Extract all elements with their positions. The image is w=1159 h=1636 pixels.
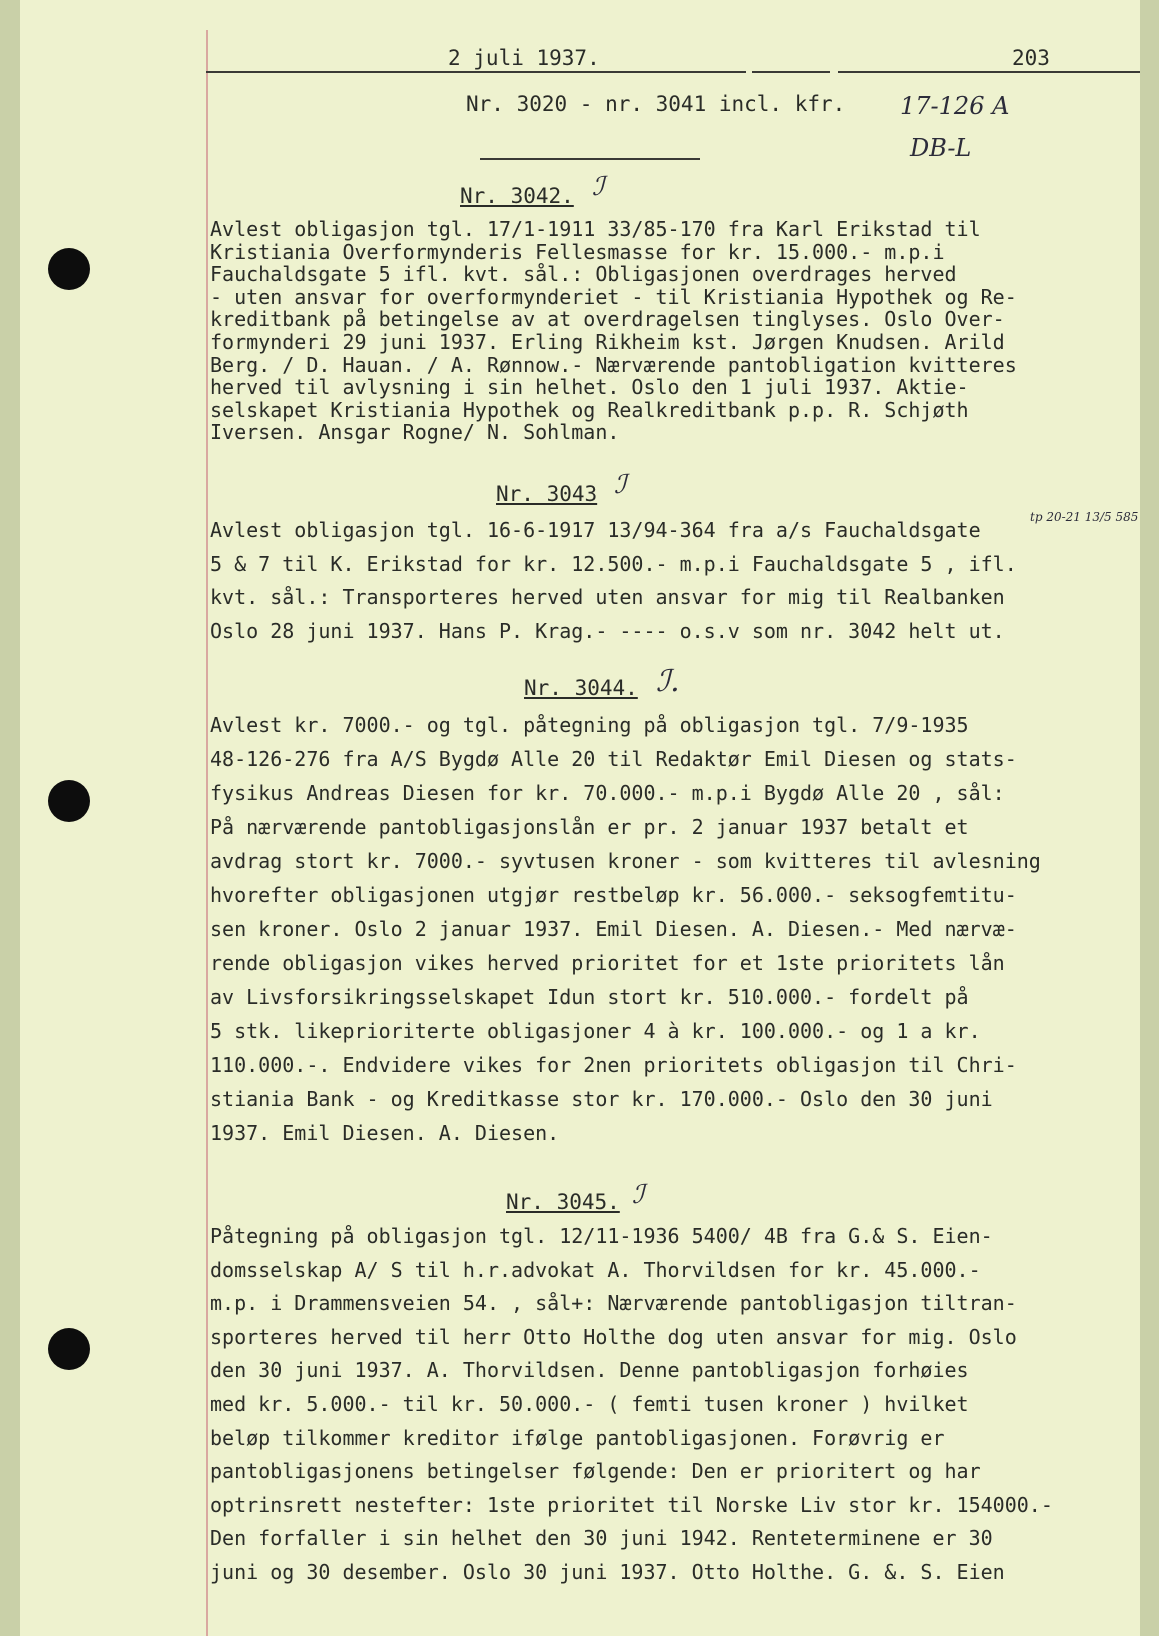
entry-line: Påtegning på obligasjon tgl. 12/11-1936 5400/ 4B fra G.& S. Eien- (210, 1224, 993, 1248)
entry-body-3042 (210, 218, 1140, 444)
entry-mark-3042: ℐ (592, 172, 605, 202)
entry-line: den 30 juni 1937. A. Thorvildsen. Denne pantobligasjon forhøies (210, 1358, 969, 1383)
entry-line: fysikus Andreas Diesen for kr. 70.000.- m.p.i Bygdø Alle 20 , sål: (210, 781, 1005, 805)
entry-body-3045 (210, 1220, 1140, 1590)
entry-line: kreditbank på betingelse av at overdragelsen tinglyses. Oslo Over- (210, 307, 1005, 332)
entry-line: Oslo 28 juni 1937. Hans P. Krag.- ---- o.s.v som nr. 3042 helt ut. (210, 618, 1005, 643)
entry-body-3043 (210, 514, 1140, 648)
header-rule-left (206, 71, 746, 73)
entry-line: avdrag stort kr. 7000.- syvtusen kroner - som kvitteres til avlesning (210, 849, 1041, 873)
entry-line: 5 stk. likeprioriterte obligasjoner 4 à kr. 100.000.- og 1 a kr. (210, 1019, 981, 1043)
side-note-3043: tp 20-21 13/5 585 (1030, 510, 1139, 524)
entry-line: domsselskap A/ S til h.r.advokat A. Thorvildsen for kr. 45.000.- (210, 1257, 981, 1282)
header-date: 2 juli 1937. (448, 46, 600, 70)
entry-line: m.p. i Drammensveien 54. , sål+: Nærværende pantobligasjon tiltran- (210, 1291, 1017, 1316)
entry-line: kvt. sål.: Transporteres herved uten ansvar for mig til Realbanken (210, 585, 1005, 609)
entry-line: 110.000.-. Endvidere vikes for 2nen prioritets obligasjon til Chri- (210, 1053, 1017, 1077)
margin-rule (206, 30, 208, 1636)
entry-line: selskapet Kristiania Hypothek og Realkreditbank p.p. R. Schjøth (210, 397, 969, 422)
entry-mark-3045: ℐ (632, 1180, 645, 1210)
entry-number-3043: Nr. 3043 (496, 482, 598, 506)
entry-line: hvorefter obligasjonen utgjør restbeløp kr. 56.000.- seksogfemtitu- (210, 883, 1017, 907)
entry-range: Nr. 3020 - nr. 3041 incl. kfr. (466, 92, 846, 116)
entry-line: 1937. Emil Diesen. A. Diesen. (210, 1121, 560, 1145)
entry-line: optrinsrett nestefter: 1ste prioritet til Norske Liv stor kr. 154000.- (210, 1492, 1053, 1517)
punch-hole-bottom (48, 1328, 90, 1370)
entry-number-3042: Nr. 3042. (460, 184, 574, 208)
entry-line: Fauchaldsgate 5 ifl. kvt. sål.: Obligasjonen overdrages herved (210, 262, 957, 287)
entry-line: Iversen. Ansgar Rogne/ N. Sohlman. (210, 420, 620, 445)
entry-mark-3043: ℐ (614, 470, 627, 500)
initials-1: 17-126 A (900, 92, 1010, 120)
entry-line: sen kroner. Oslo 2 januar 1937. Emil Diesen. A. Diesen.- Med nærvæ- (210, 917, 1017, 941)
entry-line: 48-126-276 fra A/S Bygdø Alle 20 til Redaktør Emil Diesen og stats- (210, 747, 1017, 771)
entry-line: herved til avlysning i sin helhet. Oslo den 1 juli 1937. Aktie- (210, 375, 969, 400)
entry-line: - uten ansvar for overformynderiet - til Kristiania Hypothek og Re- (210, 284, 1017, 309)
entry-line: sporteres herved til herr Otto Holthe dog uten ansvar for mig. Oslo (210, 1324, 1017, 1349)
header-rule-right (838, 71, 1140, 73)
entry-number-3045: Nr. 3045. (506, 1190, 620, 1214)
header-rule-middle (752, 71, 830, 73)
separator-rule (480, 158, 700, 160)
initials-2: DB-L (910, 134, 972, 162)
entry-line: pantobligasjonens betingelser følgende: Den er prioritert og har (210, 1459, 981, 1484)
entry-line: På nærværende pantobligasjonslån er pr. 2 januar 1937 betalt et (210, 815, 969, 839)
entry-line: Avlest obligasjon tgl. 17/1-1911 33/85-170 fra Karl Erikstad til (210, 217, 981, 241)
entry-line: Avlest obligasjon tgl. 16-6-1917 13/94-364 fra a/s Fauchaldsgate (210, 518, 981, 542)
punch-hole-middle (48, 780, 90, 822)
page-number: 203 (1012, 46, 1050, 70)
entry-line: rende obligasjon vikes herved prioritet for et 1ste prioritets lån (210, 951, 1005, 975)
punch-hole-top (48, 248, 90, 290)
document-page (20, 0, 1140, 1636)
entry-line: Avlest kr. 7000.- og tgl. påtegning på obligasjon tgl. 7/9-1935 (210, 713, 969, 737)
entry-line: beløp tilkommer kreditor ifølge pantobligasjonen. Forøvrig er (210, 1425, 945, 1450)
entry-line: 5 & 7 til K. Erikstad for kr. 12.500.- m.p.i Fauchaldsgate 5 , ifl. (210, 551, 1017, 576)
entry-line: Kristiania Overformynderis Fellesmasse for kr. 15.000.- m.p.i (210, 239, 945, 264)
entry-line: av Livsforsikringsselskapet Idun stort kr. 510.000.- fordelt på (210, 985, 969, 1009)
entry-line: formynderi 29 juni 1937. Erling Rikheim kst. Jørgen Knudsen. Arild (210, 329, 1005, 354)
entry-line: med kr. 5.000.- til kr. 50.000.- ( femti tusen kroner ) hvilket (210, 1391, 969, 1416)
entry-line: stiania Bank - og Kreditkasse stor kr. 170.000.- Oslo den 30 juni (210, 1087, 993, 1111)
entry-mark-3044: ℐ. (656, 664, 680, 699)
entry-body-3044 (210, 708, 1140, 1150)
entry-line: Den forfaller i sin helhet den 30 juni 1942. Renteterminene er 30 (210, 1526, 993, 1551)
entry-line: juni og 30 desember. Oslo 30 juni 1937. Otto Holthe. G. &. S. Eien (210, 1559, 1005, 1584)
entry-number-3044: Nr. 3044. (524, 676, 638, 700)
entry-line: Berg. / D. Hauan. / A. Rønnow.- Nærværende pantobligation kvitteres (210, 352, 1017, 377)
